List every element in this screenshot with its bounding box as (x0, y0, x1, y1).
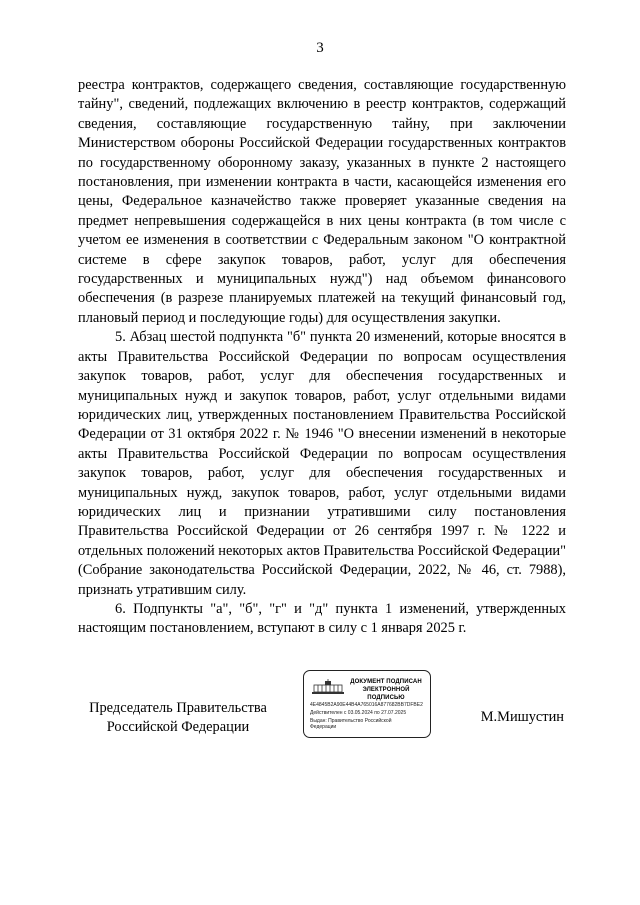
page-number: 3 (316, 40, 324, 56)
stamp-title (344, 678, 428, 702)
stamp-certificate: 4E4845B2A90E44B4A765016A877682BB7DFBE2 (310, 702, 423, 708)
signatory-title (78, 699, 278, 738)
stamp-owner-line-2: Федерации (310, 724, 337, 730)
electronic-signature-stamp (303, 670, 431, 738)
paragraph-continuation: реестра контрактов, содержащего сведения, составляющие государственную тайну", сведений, подлежащих включению в реестр контрактов, содержащий сведения, составляющие государственную тайну, при заключении Министерством обороны Российской Федерации государственных контрактов по государственному оборонному заказу, указанных в пункте 2 настоящего постановления, при изменении контракта в части, касающейся изменения его цены, Федеральное казначейство также проверяет указанные сведения на предмет непревышения содержащейся в них цены контракта (в том числе с учетом ее изменения в соответствии с Федеральным законом "О контрактной системе в сфере закупок товаров, работ, услуг для обеспечения государственных и муниципальных нужд") над объемом финансового обеспечения (в разрезе планируемых платежей на текущий финансовый год, плановый период и последующие годы) для осуществления закупки. (78, 77, 566, 326)
government-building-icon (311, 679, 345, 695)
stamp-owner-line-1: Выдан: Правительство Российской (310, 718, 392, 724)
signatory-name: М.Мишустин (480, 709, 564, 725)
stamp-title-line-2: ЭЛЕКТРОННОЙ ПОДПИСЬЮ (362, 687, 410, 701)
document-body (78, 76, 566, 639)
stamp-validity: Действителен с 03.05.2024 по 27.07.2025 (310, 710, 407, 716)
stamp-title-line-1: ДОКУМЕНТ ПОДПИСАН (350, 679, 422, 685)
signatory-title-line-1: Председатель Правительства (89, 700, 267, 716)
paragraph-item-6: 6. Подпункты "а", "б", "г" и "д" пункта 1 изменений, утвержденных настоящим постановлением, вступают в силу с 1 января 2025 г. (78, 600, 566, 637)
paragraph-item-5: 5. Абзац шестой подпункта "б" пункта 20 изменений, которые вносятся в акты Правительства Российской Федерации по вопросам осуществления закупок товаров, работ, услуг для обеспечения государственных и муниципальных нужд и закупок товаров, работ, услуг отдельными видами юридических лиц, утвержденных постановлением Правительства Российской Федерации от 31 октября 2022 г. № 1946 "О внесении изменений в некоторые акты Правительства Российской Федерации по вопросам осуществления закупок товаров, работ, услуг для обеспечения государственных и муниципальных нужд, закупок товаров, работ, услуг отдельными видами юридических лиц и признании утратившими силу постановления Правительства Российской Федерации от 26 сентября 1997 г. № 1222 и отдельных положений некоторых актов Правительства Российской Федерации" (Собрание законодательства Российской Федерации, 2022, № 46, ст. 7988), признать утратившим силу. (78, 329, 566, 598)
signatory-title-line-2: Российской Федерации (106, 719, 250, 736)
